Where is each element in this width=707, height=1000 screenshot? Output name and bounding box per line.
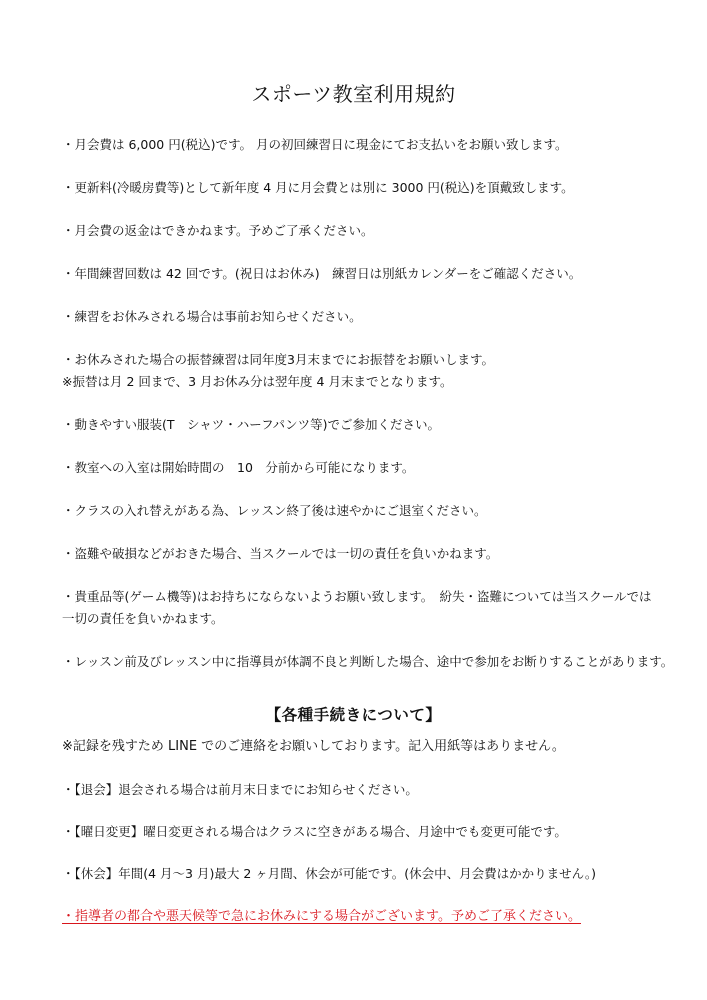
rule-no-refund: ・月会費の返金はできかねます。予めご了承ください。 [62, 223, 374, 238]
rule-absence-notice: ・練習をお休みされる場合は事前お知らせください。 [62, 309, 362, 324]
rule-class-change: ・クラスの入れ替えがある為、レッスン終了後は速やかにご退室ください。 [62, 503, 487, 518]
procedure-leave: ・【休会】年間(4 月～3 月)最大 2 ヶ月間、休会が可能です。(休会中、月会費はかかりません。) [62, 866, 597, 881]
rule-valuables-cont: 一切の責任を負いかねます。 [62, 611, 224, 626]
rule-entry-time: ・教室への入室は開始時間の 10 分前から可能になります。 [62, 460, 415, 475]
rule-health-check: ・レッスン前及びレッスン中に指導員が体調不良と判断した場合、途中で参加をお断りすることがあります。 [62, 654, 674, 669]
rule-annual-sessions: ・年間練習回数は 42 回です。(祝日はお休み) 練習日は別紙カレンダーをご確認ください。 [62, 266, 582, 281]
rule-makeup-lesson: ・お休みされた場合の振替練習は同年度3月末までにお振替をお願いします。 [62, 352, 494, 367]
procedures-heading: 【各種手続きについて】 [265, 706, 442, 724]
document-title: スポーツ教室利用規約 [251, 82, 456, 106]
rule-renewal-fee: ・更新料(冷暖房費等)として新年度 4 月に月会費とは別に 3000 円(税込)を頂戴致します。 [62, 180, 574, 195]
rule-makeup-note: ※振替は月 2 回まで、3 月お休み分は翌年度 4 月末までとなります。 [62, 374, 453, 389]
procedure-withdrawal: ・【退会】退会される場合は前月末日までにお知らせください。 [62, 782, 418, 797]
rule-monthly-fee: ・月会費は 6,000 円(税込)です。 月の初回練習日に現金にてお支払いをお願い致します。 [62, 137, 568, 152]
rule-clothing: ・動きやすい服装(T シャツ・ハーフパンツ等)でご参加ください。 [62, 417, 441, 432]
rule-valuables: ・貴重品等(ゲーム機等)はお持ちにならないようお願い致します。 紛失・盗難については当スクールでは [62, 589, 652, 604]
procedure-day-change: ・【曜日変更】曜日変更される場合はクラスに空きがある場合、月途中でも変更可能です。 [62, 824, 567, 839]
cancellation-notice: ・指導者の都合や悪天候等で急にお休みにする場合がございます。予めご了承ください。 [62, 909, 581, 924]
procedures-intro: ※記録を残すため LINE でのご連絡をお願いしております。記入用紙等はありません。 [62, 739, 565, 754]
rule-theft-damage: ・盗難や破損などがおきた場合、当スクールでは一切の責任を負いかねます。 [62, 546, 499, 561]
